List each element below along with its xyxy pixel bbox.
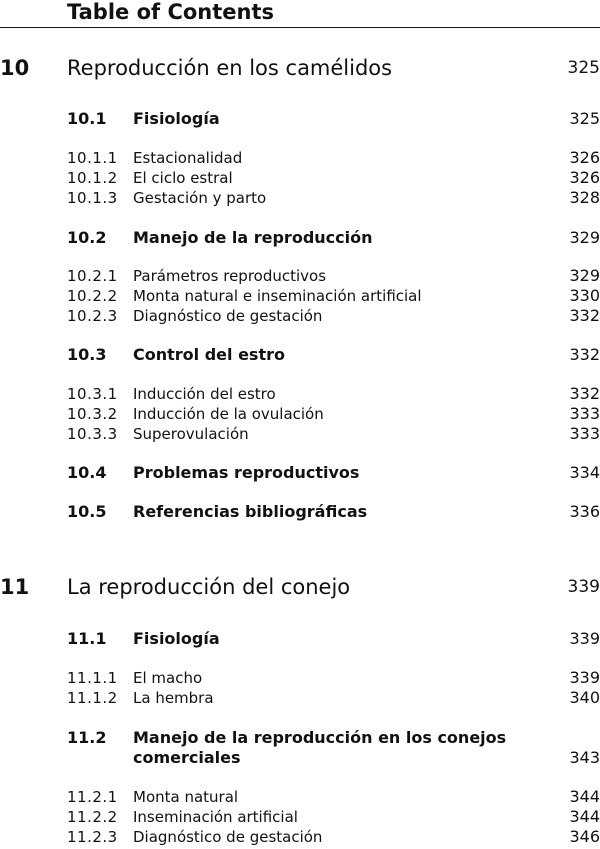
subsection-title: Parámetros reproductivos bbox=[133, 267, 327, 285]
subsection-title: Monta natural bbox=[133, 788, 239, 806]
subsection-number: 10.1.2 bbox=[67, 169, 118, 187]
page-number: 326 bbox=[569, 168, 600, 187]
subsection-number: 10.3.3 bbox=[67, 425, 118, 443]
page-number: 333 bbox=[569, 404, 600, 423]
subsection-title: Inducción del estro bbox=[133, 385, 276, 403]
page-number: 339 bbox=[569, 668, 600, 687]
page-number: 332 bbox=[569, 306, 600, 325]
subsection-number: 11.2.3 bbox=[67, 828, 118, 846]
subsection-title: La hembra bbox=[133, 689, 214, 707]
page-number: 329 bbox=[569, 228, 600, 247]
section-number: 11.2 bbox=[67, 728, 107, 747]
page-number: 325 bbox=[567, 58, 600, 78]
section-title: Problemas reproductivos bbox=[133, 463, 360, 482]
section-number: 10.1 bbox=[67, 109, 107, 128]
section-number: 10.4 bbox=[67, 463, 107, 482]
subsection-number: 11.2.2 bbox=[67, 808, 118, 826]
page-number: 332 bbox=[569, 345, 600, 364]
subsection-number: 10.3.1 bbox=[67, 385, 118, 403]
subsection-number: 10.2.3 bbox=[67, 307, 118, 325]
subsection-number: 10.1.1 bbox=[67, 149, 118, 167]
section-number: 11.1 bbox=[67, 629, 107, 648]
subsection-title: Diagnóstico de gestación bbox=[133, 307, 323, 325]
section-title: Control del estro bbox=[133, 345, 285, 364]
subsection-number: 10.3.2 bbox=[67, 405, 118, 423]
page-number: 344 bbox=[569, 787, 600, 806]
subsection-title: Inseminación artificial bbox=[133, 808, 298, 826]
section-number: 10.5 bbox=[67, 502, 107, 521]
chapter-title: La reproducción del conejo bbox=[67, 575, 351, 599]
page-number: 329 bbox=[569, 266, 600, 285]
page-number: 344 bbox=[569, 807, 600, 826]
page-number: 340 bbox=[569, 688, 600, 707]
page-number: 326 bbox=[569, 148, 600, 167]
section-title: Fisiología bbox=[133, 109, 220, 128]
subsection-title: El macho bbox=[133, 669, 203, 687]
subsection-title: Estacionalidad bbox=[133, 149, 243, 167]
header-divider bbox=[0, 27, 600, 28]
page-number: 330 bbox=[569, 286, 600, 305]
subsection-title: Diagnóstico de gestación bbox=[133, 828, 323, 846]
section-title-continued: comerciales bbox=[133, 748, 241, 767]
section-title: Manejo de la reproducción bbox=[133, 228, 373, 247]
subsection-number: 10.1.3 bbox=[67, 189, 118, 207]
section-title: Fisiología bbox=[133, 629, 220, 648]
page-number: 343 bbox=[569, 748, 600, 767]
page-number: 333 bbox=[569, 424, 600, 443]
subsection-title: Gestación y parto bbox=[133, 189, 267, 207]
page-number: 328 bbox=[569, 188, 600, 207]
chapter-title: Reproducción en los camélidos bbox=[67, 56, 393, 80]
subsection-number: 11.1.1 bbox=[67, 669, 118, 687]
chapter-number: 11 bbox=[0, 575, 30, 599]
page-number: 339 bbox=[567, 577, 600, 597]
page-number: 334 bbox=[569, 463, 600, 482]
subsection-title: Monta natural e inseminación artificial bbox=[133, 287, 422, 305]
section-number: 10.2 bbox=[67, 228, 107, 247]
subsection-title: Superovulación bbox=[133, 425, 249, 443]
subsection-number: 11.2.1 bbox=[67, 788, 118, 806]
chapter-number: 10 bbox=[0, 56, 30, 80]
subsection-number: 10.2.1 bbox=[67, 267, 118, 285]
subsection-title: El ciclo estral bbox=[133, 169, 233, 187]
subsection-number: 10.2.2 bbox=[67, 287, 118, 305]
page-number: 346 bbox=[569, 827, 600, 846]
subsection-title: Inducción de la ovulación bbox=[133, 405, 324, 423]
section-number: 10.3 bbox=[67, 345, 107, 364]
subsection-number: 11.1.2 bbox=[67, 689, 118, 707]
page-number: 325 bbox=[569, 109, 600, 128]
section-title: Manejo de la reproducción en los conejos bbox=[133, 728, 507, 747]
section-title: Referencias bibliográficas bbox=[133, 502, 368, 521]
page-number: 332 bbox=[569, 384, 600, 403]
page-number: 339 bbox=[569, 629, 600, 648]
page-number: 336 bbox=[569, 502, 600, 521]
page-title: Table of Contents bbox=[67, 0, 275, 24]
